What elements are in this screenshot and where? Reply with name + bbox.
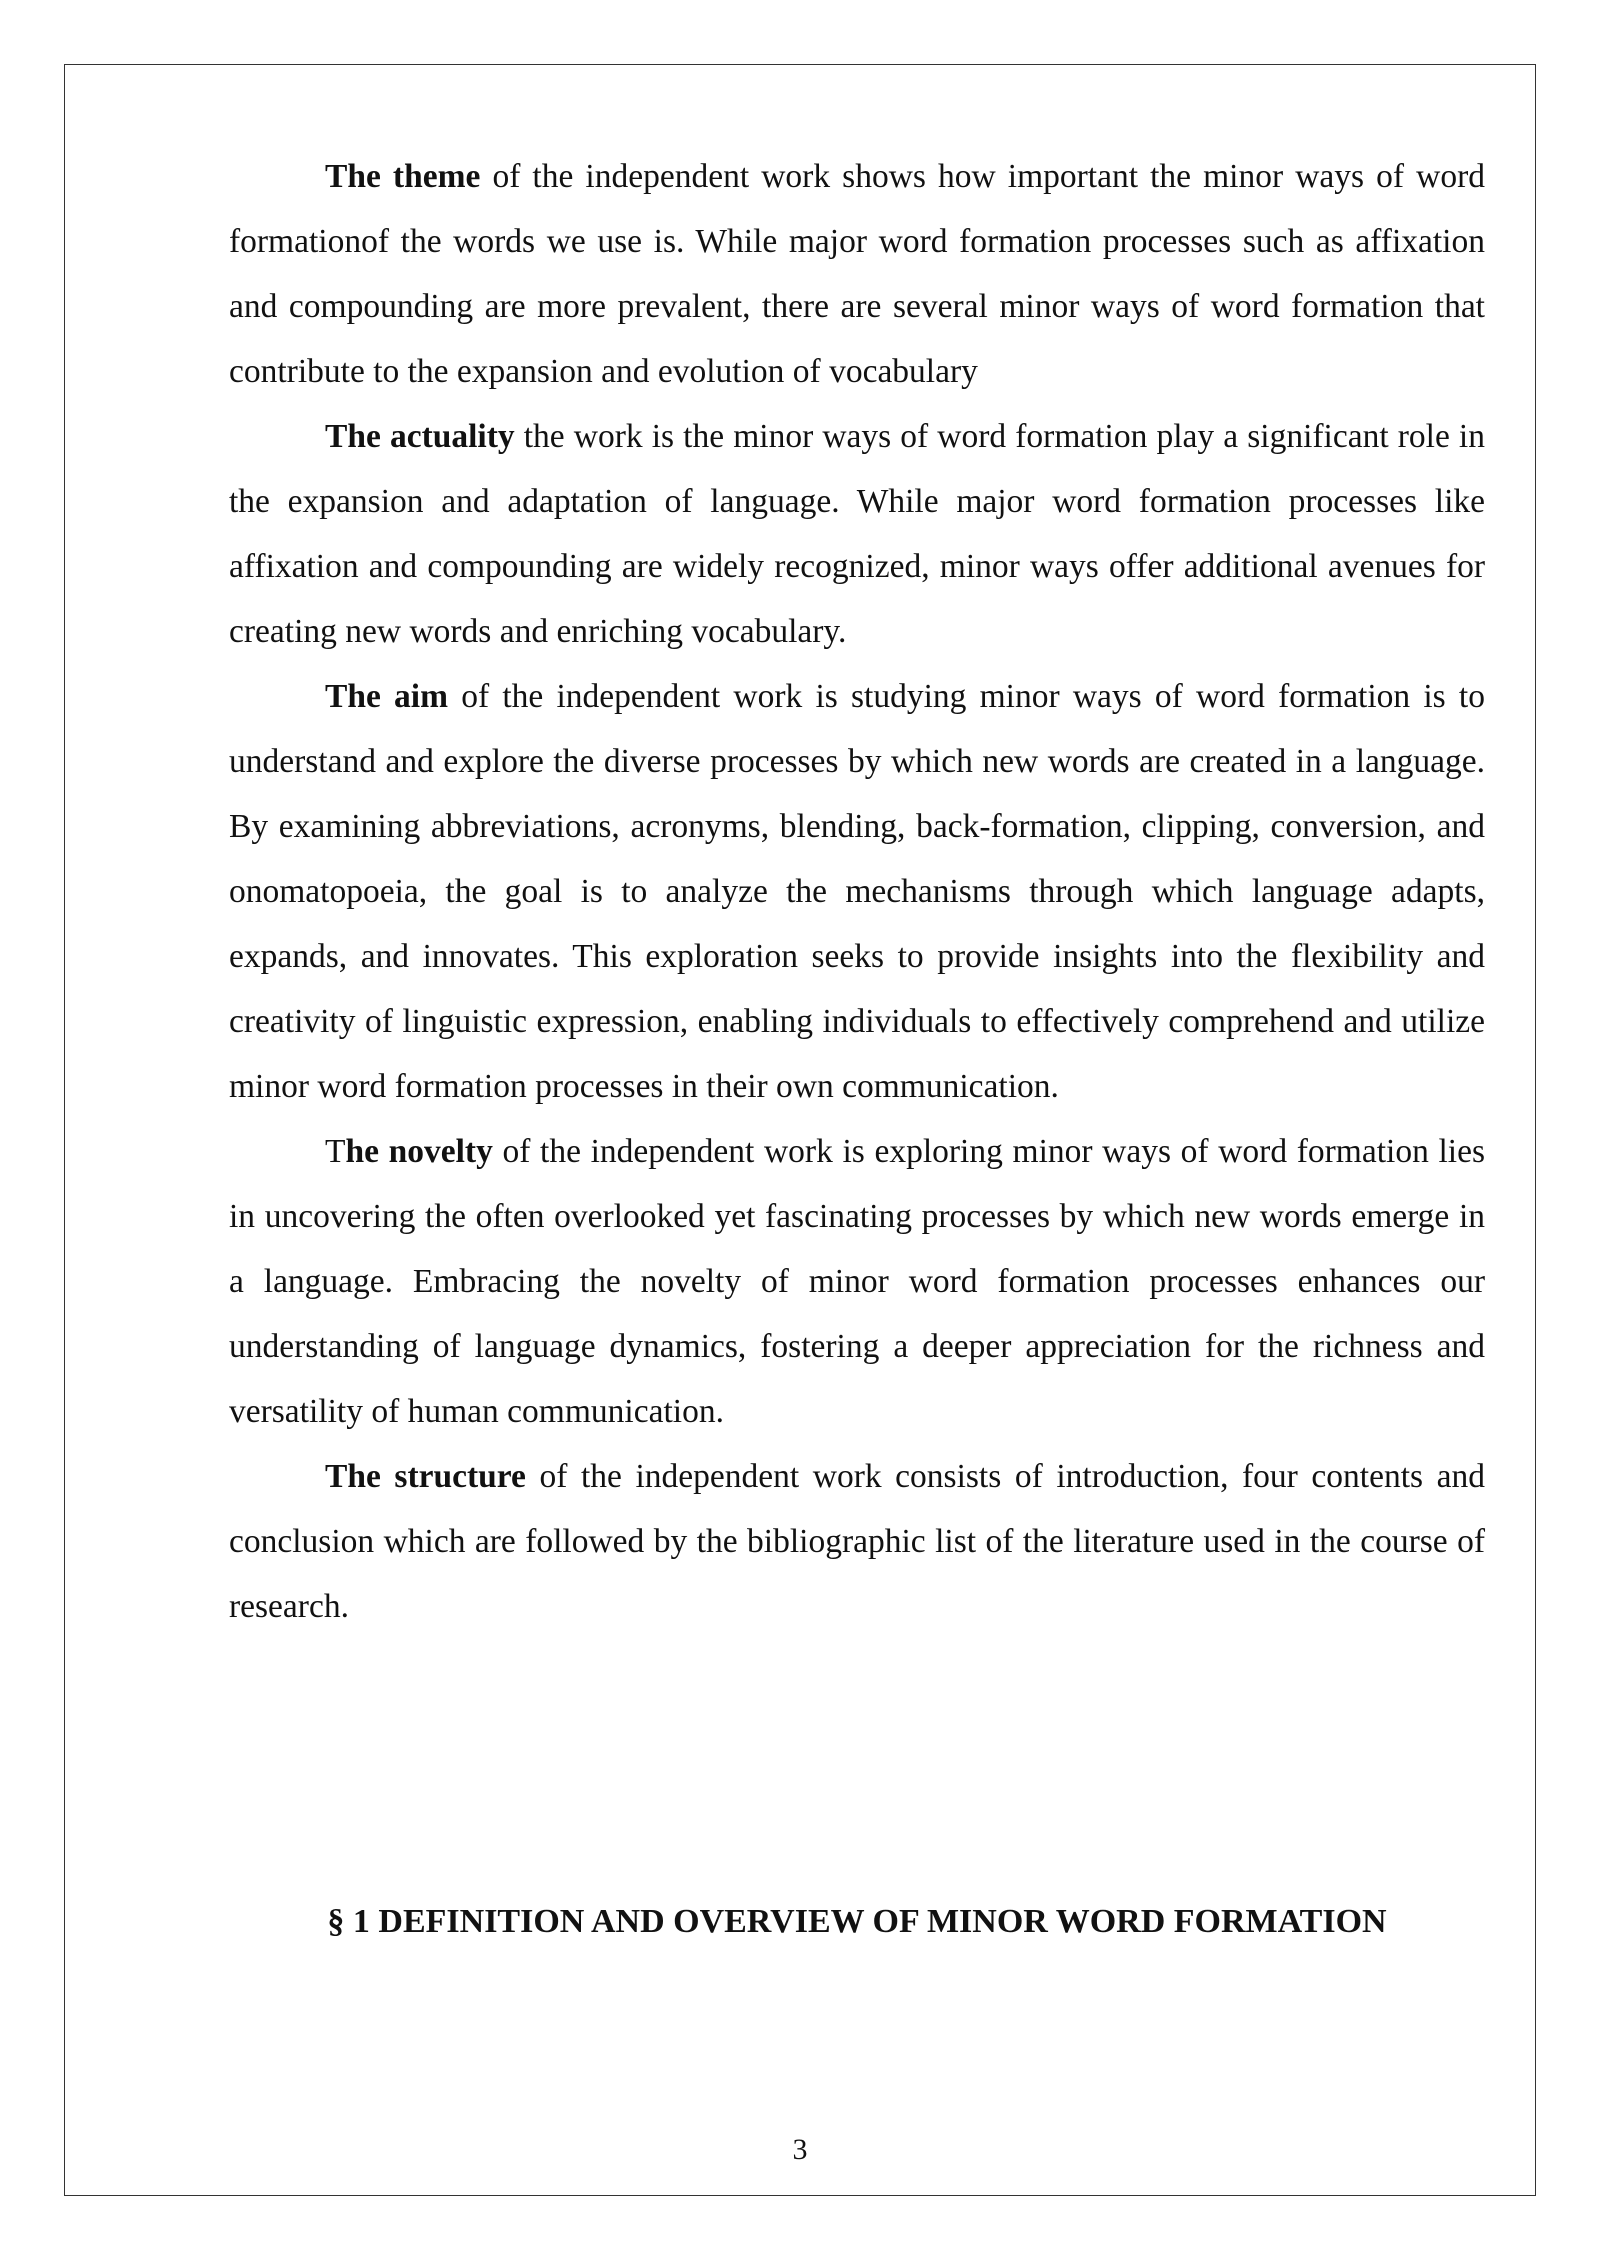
- paragraph-lead: T: [325, 1133, 346, 1170]
- paragraph-novelty: [229, 1119, 1485, 1444]
- paragraph-structure: [229, 1444, 1485, 1639]
- paragraph-body: the work is the minor ways of word formation play a significant role in the expansion and adaptation of language. While major word formation processes like affixation and compounding are widely recognized, minor ways offer additional avenues for creating new words and enriching vocabulary.: [229, 418, 1485, 650]
- paragraph-body: of the independent work is studying minor ways of word formation is to understand and explore the diverse processes by which new words are created in a language. By examining abbreviations, acronyms, blending, back-formation, clipping, conversion, and onomatopoeia, the goal is to analyze the mechanisms through which language adapts, expands, and innovates. This exploration seeks to provide insights into the flexibility and creativity of linguistic expression, enabling individuals to effectively comprehend and utilize minor word formation processes in their own communication.: [229, 678, 1485, 1105]
- paragraph-lead-bold: The aim: [325, 678, 449, 715]
- paragraph-theme: [229, 144, 1485, 404]
- paragraph-body: of the independent work consists of introduction, four contents and conclusion which are followed by the bibliographic list of the literature used in the course of research.: [229, 1458, 1485, 1625]
- document-body: [229, 144, 1485, 1639]
- paragraph-body: of the independent work shows how important the minor ways of word formationof the words we use is. While major word formation processes such as affixation and compounding are more prevalent, there are several minor ways of word formation that contribute to the expansion and evolution of vocabulary: [229, 158, 1485, 390]
- section-heading: § 1 DEFINITION AND OVERVIEW OF MINOR WORD FORMATION: [327, 1903, 1387, 1940]
- paragraph-body: of the independent work is exploring minor ways of word formation lies in uncovering the often overlooked yet fascinating processes by which new words emerge in a language. Embracing the novelty of minor word formation processes enhances our understanding of language dynamics, fostering a deeper appreciation for the richness and versatility of human communication.: [229, 1133, 1485, 1430]
- paragraph-lead-bold: The actuality: [325, 418, 515, 455]
- page-number: 3: [792, 2133, 808, 2166]
- paragraph-lead-bold: The theme: [325, 158, 481, 195]
- paragraph-actuality: [229, 404, 1485, 664]
- paragraph-aim: [229, 664, 1485, 1119]
- paragraph-lead-bold: The structure: [325, 1458, 526, 1495]
- paragraph-lead-bold: he novelty: [345, 1133, 493, 1170]
